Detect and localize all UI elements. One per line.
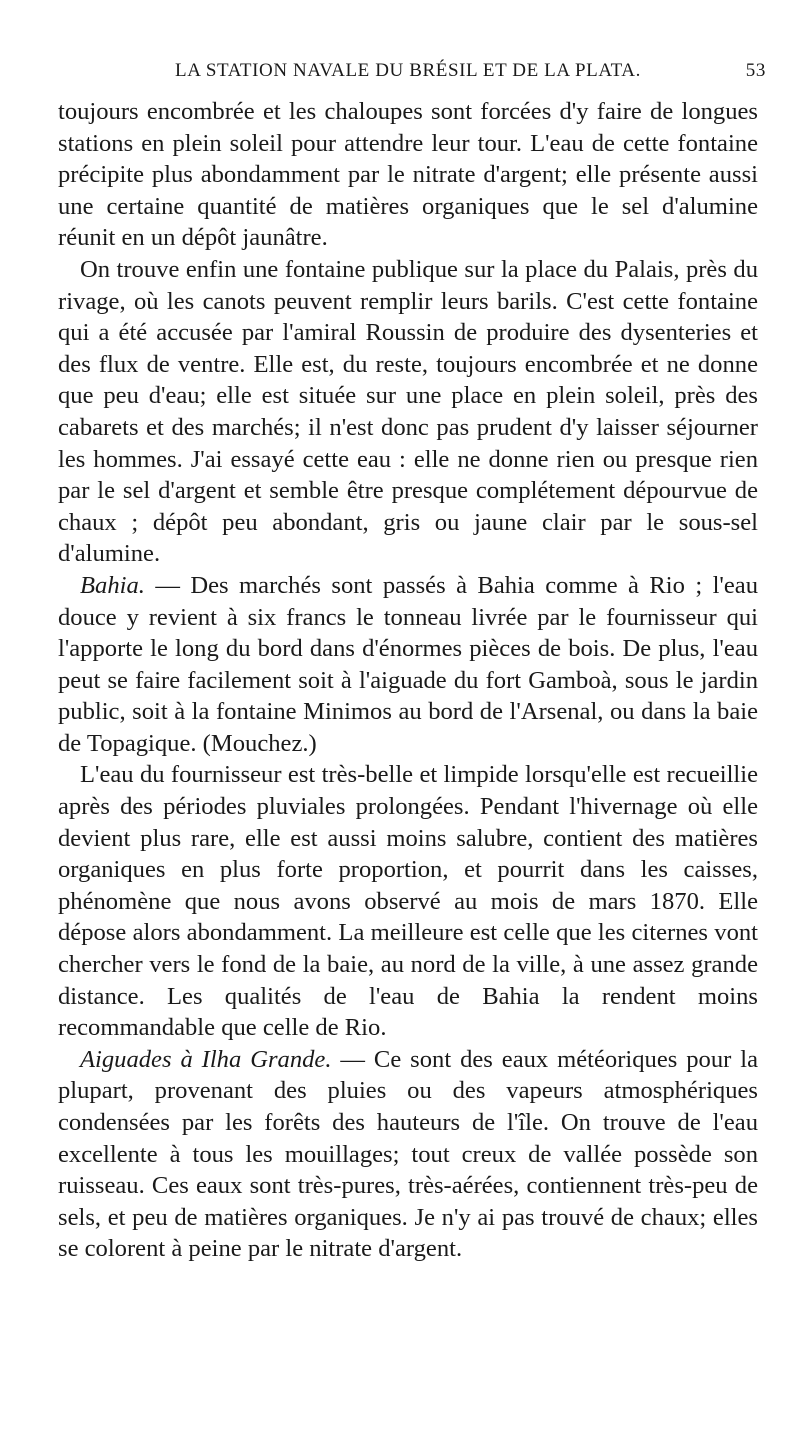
section-lead: Aiguades à Ilha Grande. bbox=[80, 1045, 332, 1073]
paragraph bbox=[58, 96, 758, 254]
paragraph-text: L'eau du fournisseur est très-belle et limpide lorsqu'elle est recueillie après des périodes pluviales prolongées. Pendant l'hivernage où elle devient plus rare, elle est aussi moins salubre, contient des matières organiques en plus forte proportion, et pourrit dans les caisses, phénomène que nous avons observé au mois de mars 1870. Elle dépose alors abondamment. La meilleure est celle que les citernes vont chercher vers le fond de la baie, au nord de la ville, à une assez grande distance. Les qualités de l'eau de Bahia la rendent moins recommandable que celle de Rio. bbox=[58, 761, 758, 1042]
paragraph bbox=[58, 1044, 758, 1265]
book-page bbox=[58, 60, 766, 1265]
paragraph bbox=[58, 254, 758, 570]
body-text bbox=[58, 96, 758, 1265]
paragraph-text: On trouve enfin une fontaine publique sur la place du Palais, près du rivage, où les canots peuvent remplir leurs barils. C'est cette fontaine qui a été accusée par l'amiral Roussin de produire des dysenteries et des flux de ventre. Elle est, du reste, toujours encombrée et ne donne que peu d'eau; elle est située sur une place en plein soleil, près des cabarets et des marchés; il n'est donc pas prudent d'y laisser séjourner les hommes. J'ai essayé cette eau : elle ne donne rien ou presque rien par le sel d'argent et semble être presque complétement dépourvue de chaux ; dépôt peu abondant, gris ou jaune clair par le sous-sel d'alumine. bbox=[58, 255, 758, 568]
paragraph-text: — Des marchés sont passés à Bahia comme à Rio ; l'eau douce y revient à six francs le tonneau livrée par le fournisseur qui l'apporte le long du bord dans d'énormes pièces de bois. De plus, l'eau peut se faire facilement soit à l'aiguade du fort Gamboà, sous le jardin public, soit à la fontaine Minimos au bord de l'Arsenal, ou dans la baie de Topagique. (Mouchez.) bbox=[58, 571, 758, 757]
paragraph bbox=[58, 759, 758, 1043]
paragraph bbox=[58, 570, 758, 760]
section-lead: Bahia. bbox=[80, 571, 145, 599]
page-number: 53 bbox=[745, 60, 766, 81]
running-title: LA STATION NAVALE DU BRÉSIL ET DE LA PLATA. bbox=[175, 60, 641, 81]
paragraph-text: — Ce sont des eaux météoriques pour la plupart, provenant des pluies ou des vapeurs atmosphériques condensées par les forêts des hauteurs de l'île. On trouve de l'eau excellente à tous les mouillages; tout creux de vallée possède son ruisseau. Ces eaux sont très-pures, très-aérées, contiennent très-peu de sels, et peu de matières organiques. Je n'y ai pas trouvé de chaux; elles se colorent à peine par le nitrate d'argent. bbox=[58, 1045, 758, 1263]
paragraph-text: toujours encombrée et les chaloupes sont forcées d'y faire de longues stations en plein soleil pour attendre leur tour. L'eau de cette fontaine précipite plus abondamment par le nitrate d'argent; elle présente aussi une certaine quantité de matières organiques que le sel d'alumine réunit en un dépôt jaunâtre. bbox=[58, 98, 758, 252]
page-header bbox=[58, 60, 766, 88]
